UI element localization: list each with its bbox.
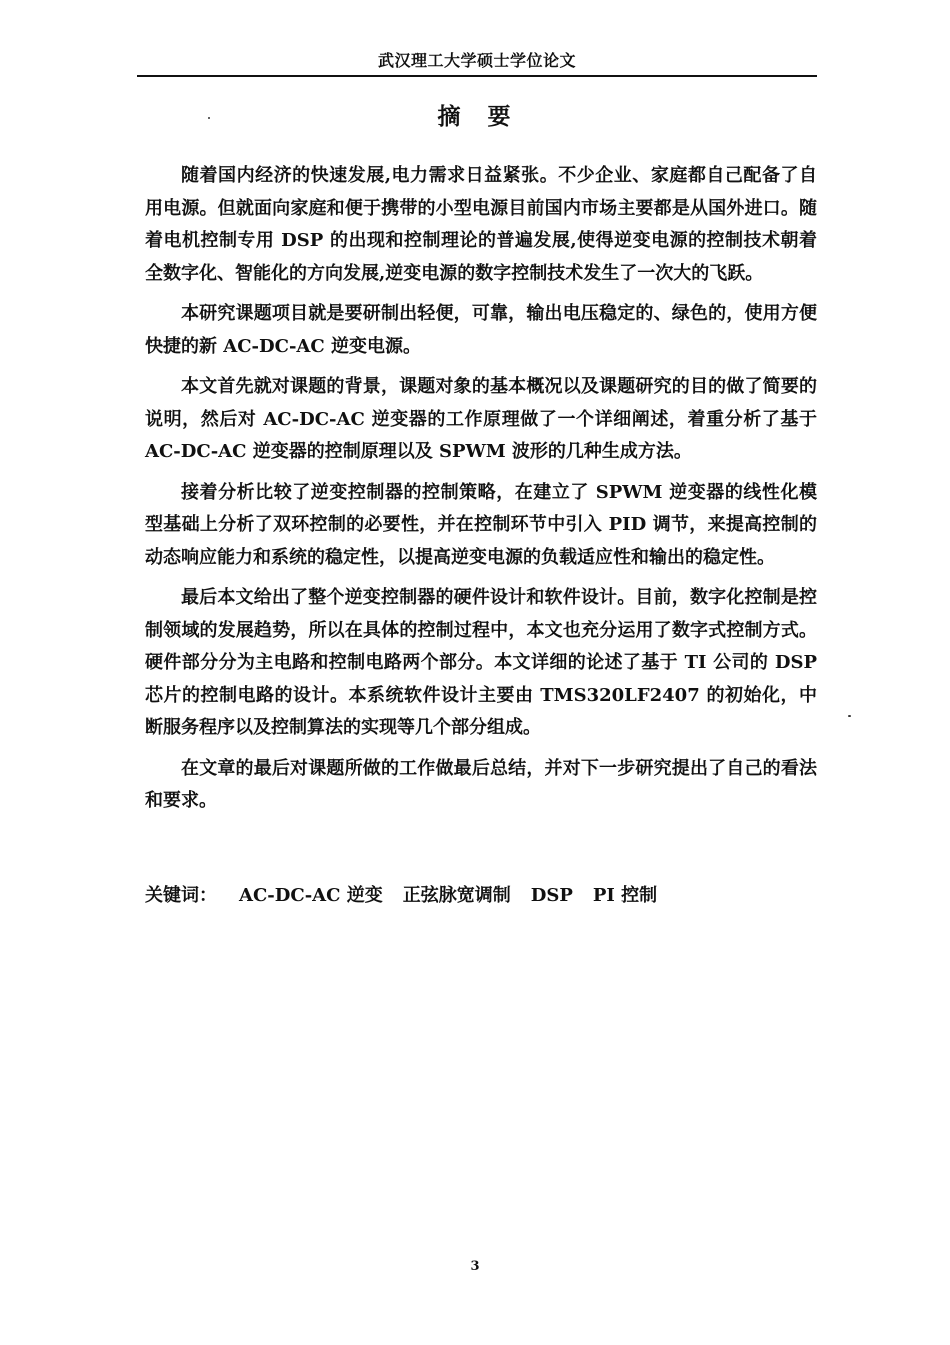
header-divider: [137, 75, 817, 77]
keyword-item: PI 控制: [592, 885, 658, 906]
abstract-paragraph-6: 在文章的最后对课题所做的工作做最后总结，并对下一步研究提出了自己的看法和要求。: [145, 757, 817, 811]
abstract-paragraph-4: 接着分析比较了逆变控制器的控制策略，在建立了 SPWM 逆变器的线性化模型基础上分析了双环控制的必要性，并在控制环节中引入 PID 调节，来提高控制的动态响应能力和系统的稳定性，以提高逆变电源的负载适应性和输出的稳定性。: [145, 481, 817, 568]
abstract-title: 摘 要: [437, 103, 513, 130]
keyword-item: 正弦脉宽调制: [402, 885, 511, 906]
abstract-paragraph-3: 本文首先就对课题的背景，课题对象的基本概况以及课题研究的目的做了简要的说明，然后对 AC-DC-AC 逆变器的工作原理做了一个详细阐述，着重分析了基于 AC-DC-AC 逆变器的控制原理以及 SPWM 波形的几种生成方法。: [145, 376, 817, 462]
page-number: 3: [470, 1259, 480, 1274]
abstract-paragraph-2: 本研究课题项目就是要研制出轻便，可靠，输出电压稳定的、绿色的，使用方便快捷的新 AC-DC-AC 逆变电源。: [145, 303, 817, 357]
keyword-item: DSP: [530, 885, 573, 906]
keywords-line: [145, 880, 817, 912]
abstract-body: [145, 160, 817, 818]
keyword-item: AC-DC-AC 逆变: [239, 885, 383, 906]
scan-speck: [848, 715, 851, 717]
abstract-paragraph-5: 最后本文给出了整个逆变控制器的硬件设计和软件设计。目前，数字化控制是控制领域的发展趋势，所以在具体的控制过程中，本文也充分运用了数字式控制方式。硬件部分分为主电路和控制电路两个部分。本文详细的论述了基于 TI 公司的 DSP 芯片的控制电路的设计。本系统软件设计主要由 TMS320LF2407 的初始化，中断服务程序以及控制算法的实现等几个部分组成。: [145, 587, 817, 738]
keywords-label: 关键词：: [145, 885, 217, 906]
abstract-paragraph-1: 随着国内经济的快速发展,电力需求日益紧张。不少企业、家庭都自己配备了自用电源。但就面向家庭和便于携带的小型电源目前国内市场主要都是从国外进口。随着电机控制专用 DSP 的出现和控制理论的普遍发展,使得逆变电源的控制技术朝着全数字化、智能化的方向发展,逆变电源的数字控制技术发生了一次大的飞跃。: [145, 165, 817, 284]
running-header: 武汉理工大学硕士学位论文: [377, 51, 576, 70]
